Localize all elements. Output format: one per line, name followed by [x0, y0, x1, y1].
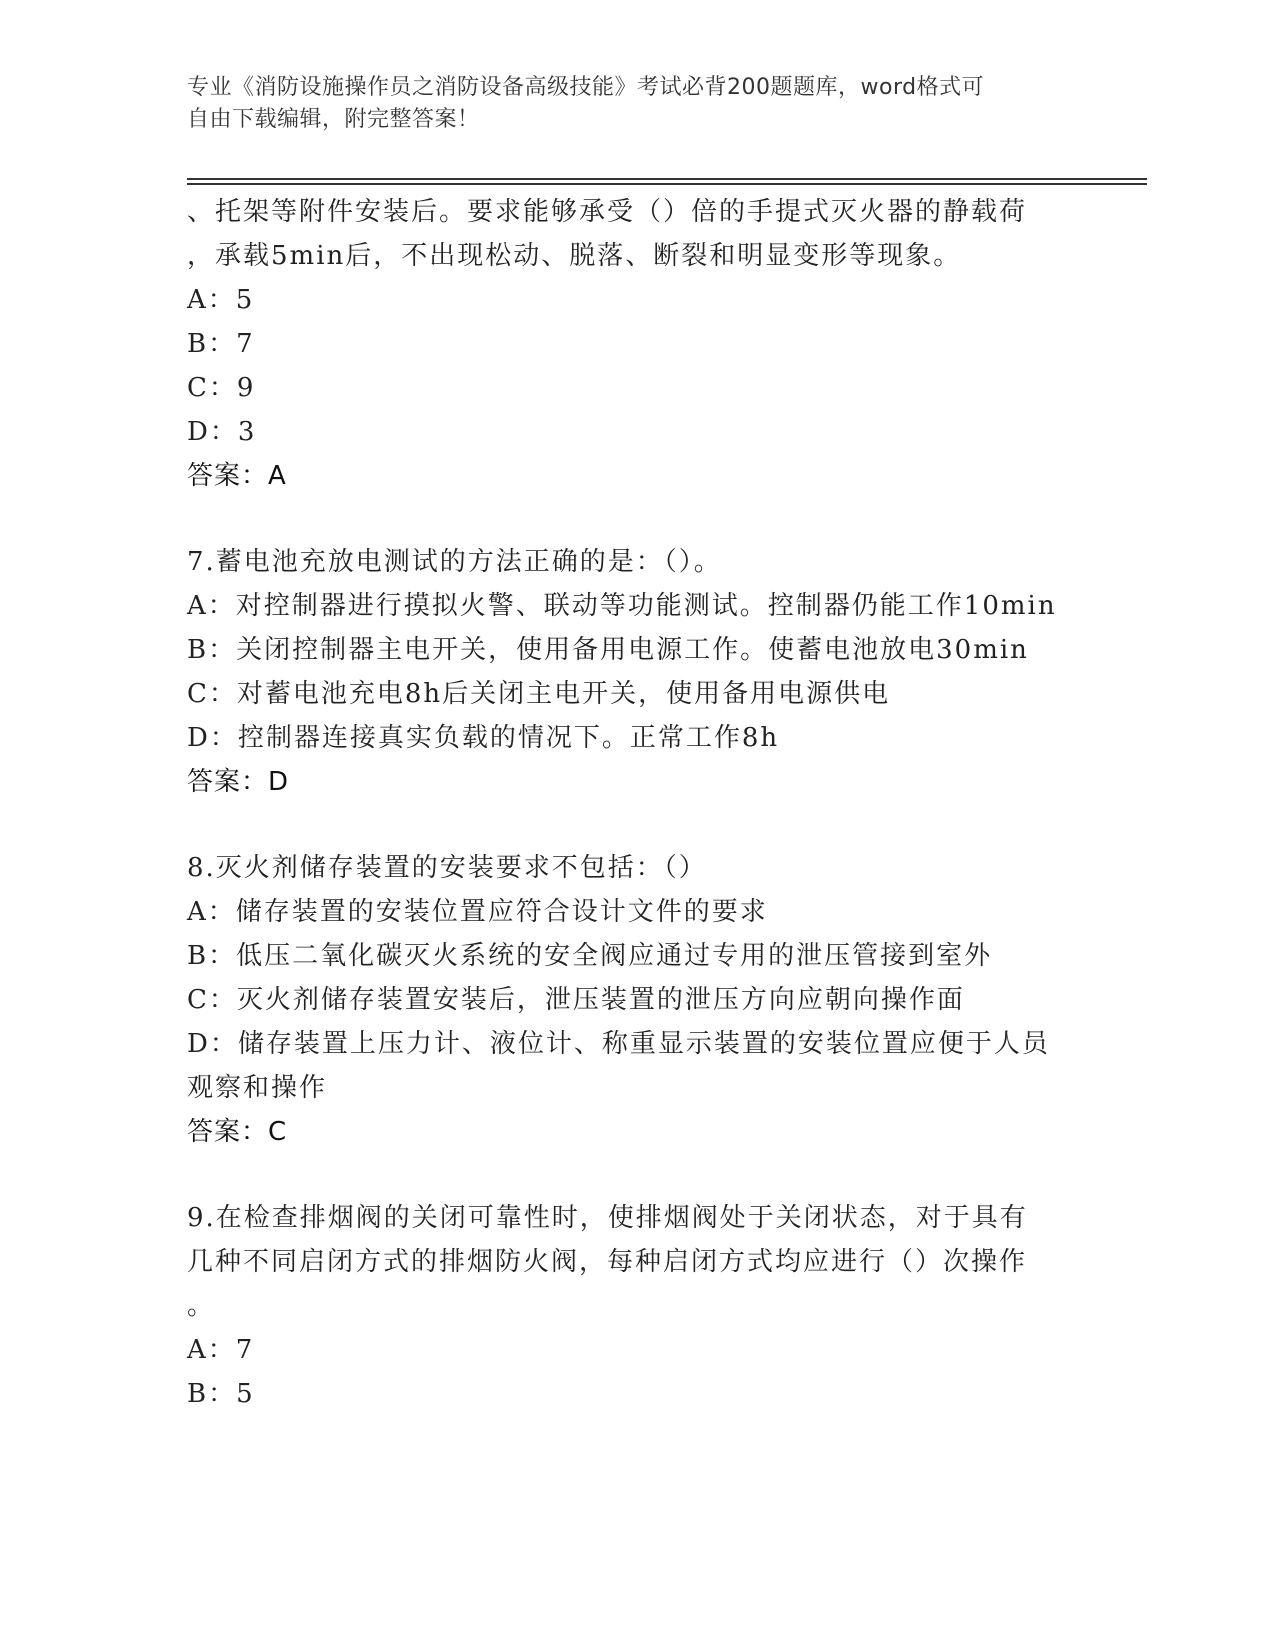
- question-6-option-b: B：7: [187, 329, 255, 359]
- question-8-option-b: B：低压二氧化碳灭火系统的安全阀应通过专用的泄压管接到室外: [187, 941, 993, 971]
- question-9-option-b: B：5: [187, 1379, 255, 1409]
- question-8-option-d: D：储存装置上压力计、液位计、称重显示装置的安装位置应便于人员: [187, 1029, 1050, 1059]
- header-divider-top: [187, 178, 1147, 180]
- question-9-option-a: A：7: [187, 1335, 255, 1365]
- question-6-option-c: C：9: [187, 373, 256, 403]
- question-7-option-a: A：对控制器进行摸拟火警、联动等功能测试。控制器仍能工作10min: [187, 591, 1057, 621]
- question-8-option-a: A：储存装置的安装位置应符合设计文件的要求: [187, 897, 768, 927]
- question-8-option-c: C：灭火剂储存装置安装后，泄压装置的泄压方向应朝向操作面: [187, 985, 965, 1015]
- header-divider-bottom: [187, 183, 1147, 185]
- question-9-text-line-2: 几种不同启闭方式的排烟防火阀，每种启闭方式均应进行（）次操作: [187, 1247, 1028, 1277]
- header-line-2: 自由下载编辑，附完整答案！: [187, 107, 480, 132]
- question-6-text-line-1: 、托架等附件安装后。要求能够承受（）倍的手提式灭火器的静载荷: [187, 197, 1028, 227]
- document-header: [187, 72, 1067, 136]
- question-8-option-d-continued: 观察和操作: [187, 1073, 328, 1103]
- question-6-option-a: A：5: [187, 285, 255, 315]
- question-6-answer: 答案：A: [187, 461, 287, 491]
- question-7-option-b: B：关闭控制器主电开关，使用备用电源工作。使蓄电池放电30min: [187, 635, 1029, 665]
- question-9-text-line-1: 9.在检查排烟阀的关闭可靠性时，使排烟阀处于关闭状态，对于具有: [187, 1203, 1028, 1233]
- question-6-option-d: D：3: [187, 417, 257, 447]
- header-line-1: 专业《消防设施操作员之消防设备高级技能》考试必背200题题库，word格式可: [187, 75, 985, 100]
- question-7-answer: 答案：D: [187, 767, 290, 797]
- question-6-text-line-2: ，承载5min后，不出现松动、脱落、断裂和明显变形等现象。: [187, 241, 962, 271]
- question-9-text-line-3: 。: [187, 1291, 216, 1321]
- question-7-text: 7.蓄电池充放电测试的方法正确的是：（）。: [187, 547, 722, 577]
- question-8-answer: 答案：C: [187, 1117, 288, 1147]
- question-7-option-d: D：控制器连接真实负载的情况下。正常工作8h: [187, 723, 780, 753]
- question-8-text: 8.灭火剂储存装置的安装要求不包括：（）: [187, 853, 707, 883]
- question-7-option-c: C：对蓄电池充电8h后关闭主电开关，使用备用电源供电: [187, 679, 891, 709]
